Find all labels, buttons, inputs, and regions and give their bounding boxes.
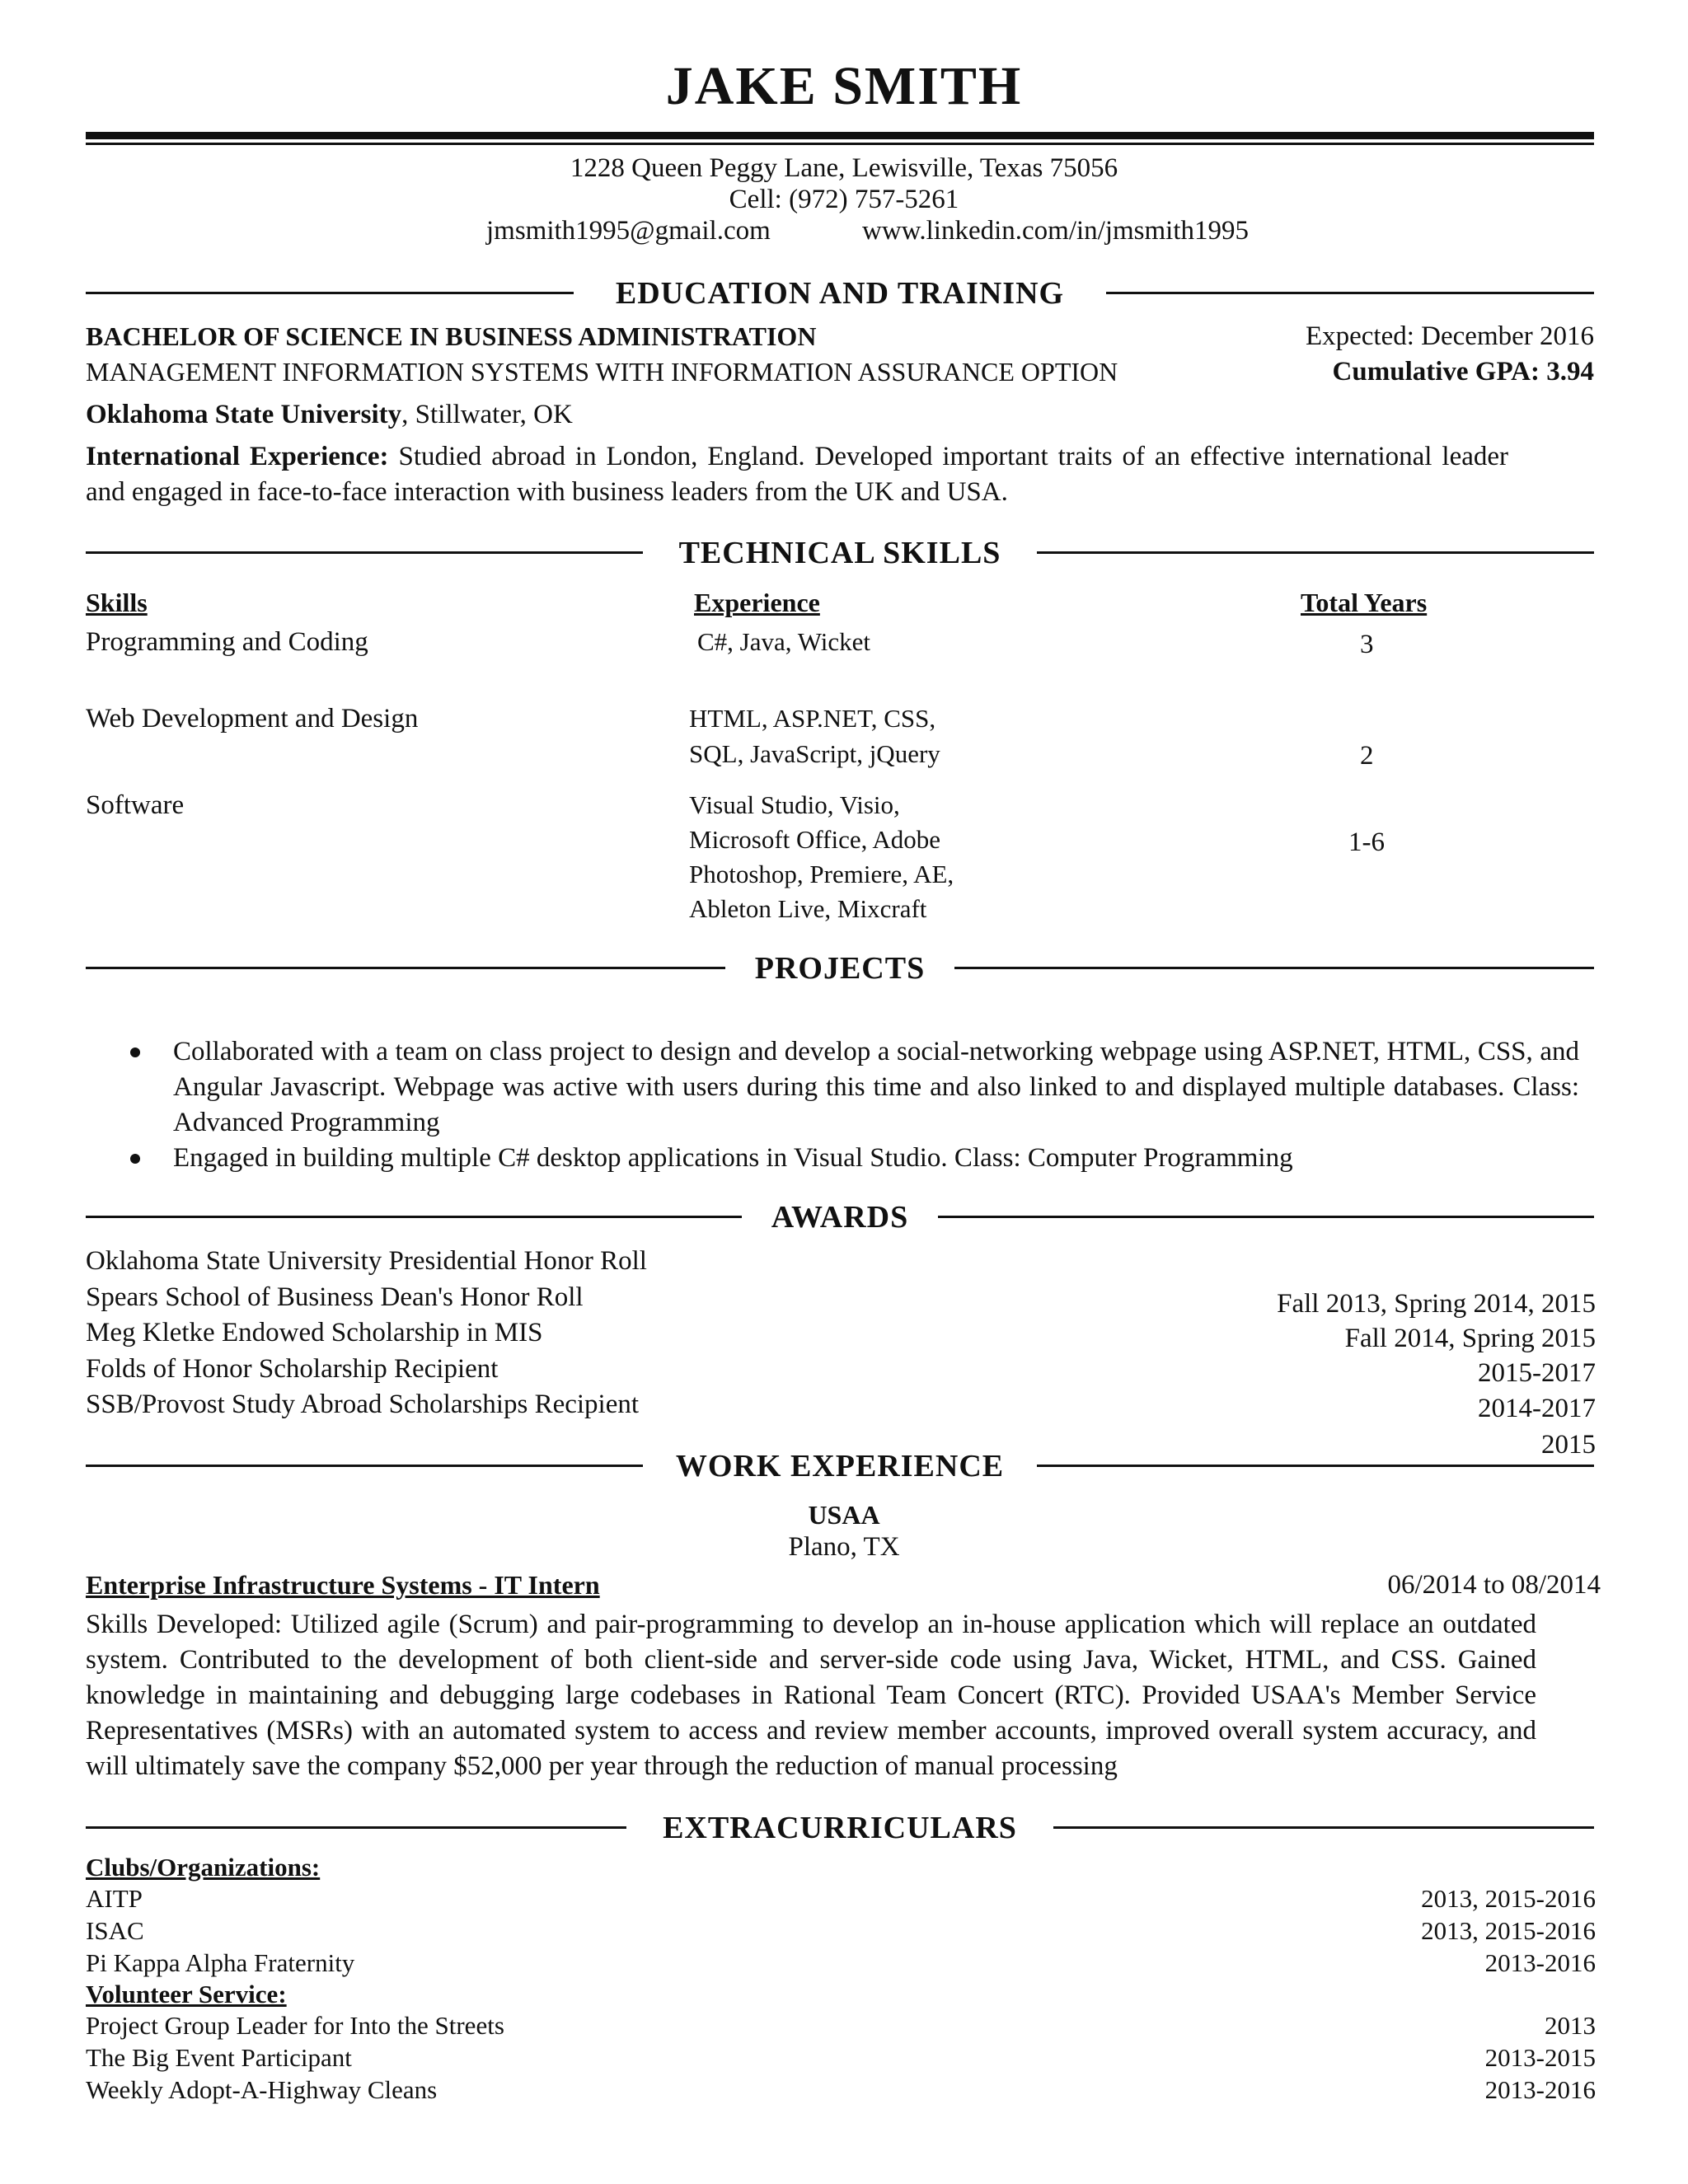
volunteer-name: Project Group Leader for Into the Streets: [86, 2011, 504, 2040]
linkedin: www.linkedin.com/in/jmsmith1995: [862, 216, 1250, 246]
skill-name: Programming and Coding: [86, 627, 368, 657]
header-rule-thin: [86, 143, 1594, 145]
col-experience: Experience: [694, 588, 820, 617]
skill-experience: Microsoft Office, Adobe: [689, 825, 941, 854]
award-name: SSB/Provost Study Abroad Scholarships Recipient: [86, 1390, 640, 1419]
section-title: EDUCATION AND TRAINING: [615, 276, 1065, 311]
skill-years: 2: [1360, 741, 1374, 771]
award-date: Fall 2013, Spring 2014, 2015: [1277, 1289, 1596, 1319]
company: USAA: [808, 1500, 880, 1530]
section-title: TECHNICAL SKILLS: [678, 536, 1001, 570]
section-technical-skills: [86, 535, 1594, 571]
email: jmsmith1995@gmail.com: [486, 216, 771, 246]
award-date: 2014-2017: [1478, 1394, 1596, 1423]
club-name: ISAC: [86, 1916, 144, 1945]
club-years: 2013-2016: [1484, 1948, 1596, 1977]
col-total-years: Total Years: [1301, 588, 1428, 617]
address: 1228 Queen Peggy Lane, Lewisville, Texas 75056: [570, 153, 1118, 183]
club-name: Pi Kappa Alpha Fraternity: [86, 1948, 355, 1977]
job-dates: 06/2014 to 08/2014: [1387, 1570, 1601, 1600]
skill-experience: Ableton Live, Mixcraft: [689, 894, 927, 923]
section-title: PROJECTS: [754, 951, 926, 986]
col-skills: Skills: [86, 588, 148, 617]
intl-label: International Experience:: [86, 442, 389, 471]
volunteer-name: The Big Event Participant: [86, 2043, 352, 2072]
job-description: Skills Developed: Utilized agile (Scrum) and pair-programming to develop an in-house application which will replace an outdated system. Contributed to the development of both client-side and server-side code using Java, Wicket, HTML, and CSS. Gained knowledge in maintaining and debugging large codebases in Rational Team Concert (RTC). Provided USAA's Member Service Representatives (MSRs) with an automated system to access and review member accounts, improved overall system accuracy, and will ultimately save the company $52,000 per year through the reduction of manual processing: [86, 1610, 1536, 1781]
gpa: Cumulative GPA: 3.94: [1332, 357, 1594, 387]
award-name: Folds of Honor Scholarship Recipient: [86, 1354, 499, 1384]
award-date: 2015: [1541, 1430, 1596, 1460]
company-location: Plano, TX: [788, 1532, 900, 1562]
intl-text: Studied abroad in London, England. Developed important traits of an effective international leader and engaged in face-to-face interaction with business leaders from the UK and USA.: [86, 442, 1508, 507]
school-location: , Stillwater, OK: [401, 400, 573, 429]
club-years: 2013, 2015-2016: [1421, 1884, 1596, 1913]
section-education: [86, 275, 1594, 312]
school: Oklahoma State University: [86, 400, 402, 429]
expected-date: Expected: December 2016: [1305, 321, 1594, 351]
skill-experience: Visual Studio, Visio,: [689, 790, 900, 819]
section-extracurriculars: [86, 1810, 1594, 1846]
clubs-label: Clubs/Organizations:: [86, 1853, 321, 1882]
section-title: EXTRACURRICULARS: [663, 1811, 1017, 1845]
resume-name: JAKE SMITH: [665, 56, 1023, 116]
major: MANAGEMENT INFORMATION SYSTEMS WITH INFORMATION ASSURANCE OPTION: [86, 357, 1118, 387]
cell-phone: Cell: (972) 757-5261: [729, 185, 959, 214]
award-name: Spears School of Business Dean's Honor Roll: [86, 1282, 584, 1312]
job-title: Enterprise Infrastructure Systems - IT Intern: [86, 1570, 600, 1600]
project-item: Collaborated with a team on class project to design and develop a social-networking webpage using ASP.NET, HTML, CSS, and Angular Javascript. Webpage was active with users during this time and also linked to and displayed multiple databases. Class: Advanced Programming: [173, 1037, 1579, 1137]
section-projects: [86, 950, 1594, 987]
award-date: 2015-2017: [1478, 1358, 1596, 1388]
club-name: AITP: [86, 1884, 143, 1913]
skill-experience: SQL, JavaScript, jQuery: [689, 739, 940, 768]
skill-years: 3: [1360, 630, 1374, 659]
section-awards: [86, 1199, 1594, 1235]
section-title: WORK EXPERIENCE: [675, 1449, 1005, 1483]
header-rule-thick: [86, 132, 1594, 139]
skill-experience: C#, Java, Wicket: [697, 627, 870, 656]
project-item: Engaged in building multiple C# desktop applications in Visual Studio. Class: Computer Programming: [173, 1143, 1293, 1173]
school-line: [86, 401, 573, 429]
skill-years: 1-6: [1348, 827, 1385, 857]
degree: BACHELOR OF SCIENCE IN BUSINESS ADMINISTRATION: [86, 321, 817, 351]
skill-name: Software: [86, 790, 185, 820]
volunteer-name: Weekly Adopt-A-Highway Cleans: [86, 2075, 438, 2104]
bullet: [130, 1047, 140, 1057]
skill-experience: Photoshop, Premiere, AE,: [689, 860, 954, 888]
award-date: Fall 2014, Spring 2015: [1344, 1324, 1596, 1353]
volunteer-years: 2013: [1545, 2011, 1596, 2040]
skill-experience: HTML, ASP.NET, CSS,: [689, 704, 936, 733]
section-work-experience: [86, 1448, 1594, 1484]
volunteer-years: 2013-2015: [1484, 2043, 1596, 2072]
club-years: 2013, 2015-2016: [1421, 1916, 1596, 1945]
bullet: [130, 1154, 140, 1164]
award-name: Meg Kletke Endowed Scholarship in MIS: [86, 1318, 543, 1347]
international-experience: [86, 439, 1508, 510]
volunteer-years: 2013-2016: [1484, 2075, 1596, 2104]
skill-name: Web Development and Design: [86, 704, 419, 733]
volunteer-label: Volunteer Service:: [86, 1980, 287, 2008]
award-name: Oklahoma State University Presidential Honor Roll: [86, 1246, 647, 1276]
section-title: AWARDS: [771, 1200, 909, 1235]
